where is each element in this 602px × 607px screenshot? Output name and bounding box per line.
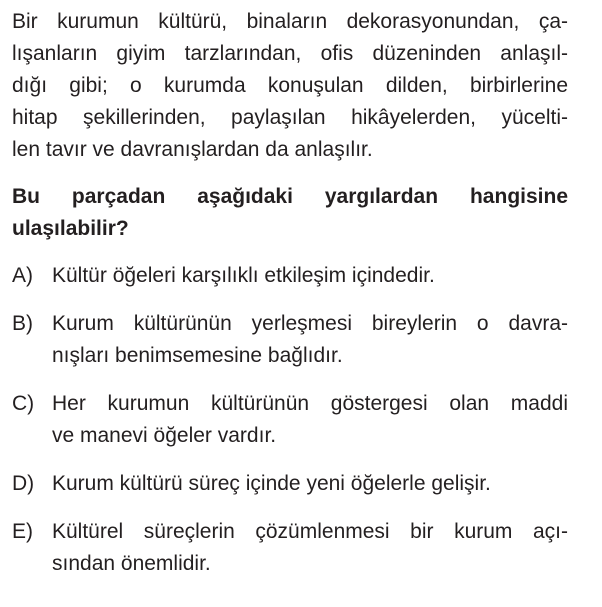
option-text: nışları benimsemesine bağlıdır. bbox=[52, 344, 343, 367]
option-letter: C) bbox=[12, 392, 35, 415]
question-passage bbox=[12, 6, 568, 166]
answer-option-c[interactable] bbox=[12, 388, 568, 452]
option-letter: D) bbox=[12, 472, 35, 495]
option-letter: E) bbox=[12, 520, 33, 543]
question-block bbox=[12, 6, 568, 580]
answer-options bbox=[12, 260, 568, 580]
option-text: Kültür öğeleri karşılıklı etkileşim içindedir. bbox=[52, 264, 435, 287]
passage-line: dığı gibi; o kurumda konuşulan dilden, birbirlerine bbox=[12, 74, 568, 97]
option-text: Kurum kültürü süreç içinde yeni öğelerle gelişir. bbox=[52, 472, 491, 495]
question-prompt bbox=[12, 181, 568, 245]
answer-option-d[interactable] bbox=[12, 468, 568, 500]
option-text: Her kurumun kültürünün göstergesi olan maddi bbox=[52, 392, 568, 415]
answer-option-a[interactable] bbox=[12, 260, 568, 292]
prompt-line: Bu parçadan aşağıdaki yargılardan hangisine bbox=[12, 185, 568, 208]
answer-option-e[interactable] bbox=[12, 516, 568, 580]
passage-line: Bir kurumun kültürü, binaların dekorasyonundan, ça- bbox=[12, 10, 568, 33]
answer-option-b[interactable] bbox=[12, 308, 568, 372]
prompt-line: ulaşılabilir? bbox=[12, 217, 129, 240]
option-text: sından önemlidir. bbox=[52, 552, 211, 575]
passage-line: lışanların giyim tarzlarından, ofis düzeninden anlaşıl- bbox=[12, 42, 568, 65]
option-letter: B) bbox=[12, 312, 33, 335]
passage-line: len tavır ve davranışlardan da anlaşılır. bbox=[12, 138, 373, 161]
option-text: ve manevi öğeler vardır. bbox=[52, 424, 277, 447]
option-letter: A) bbox=[12, 264, 33, 287]
passage-line: hitap şekillerinden, paylaşılan hikâyelerden, yücelti- bbox=[12, 106, 568, 129]
option-text: Kültürel süreçlerin çözümlenmesi bir kurum açı- bbox=[52, 520, 568, 543]
option-text: Kurum kültürünün yerleşmesi bireylerin o davra- bbox=[52, 312, 568, 335]
